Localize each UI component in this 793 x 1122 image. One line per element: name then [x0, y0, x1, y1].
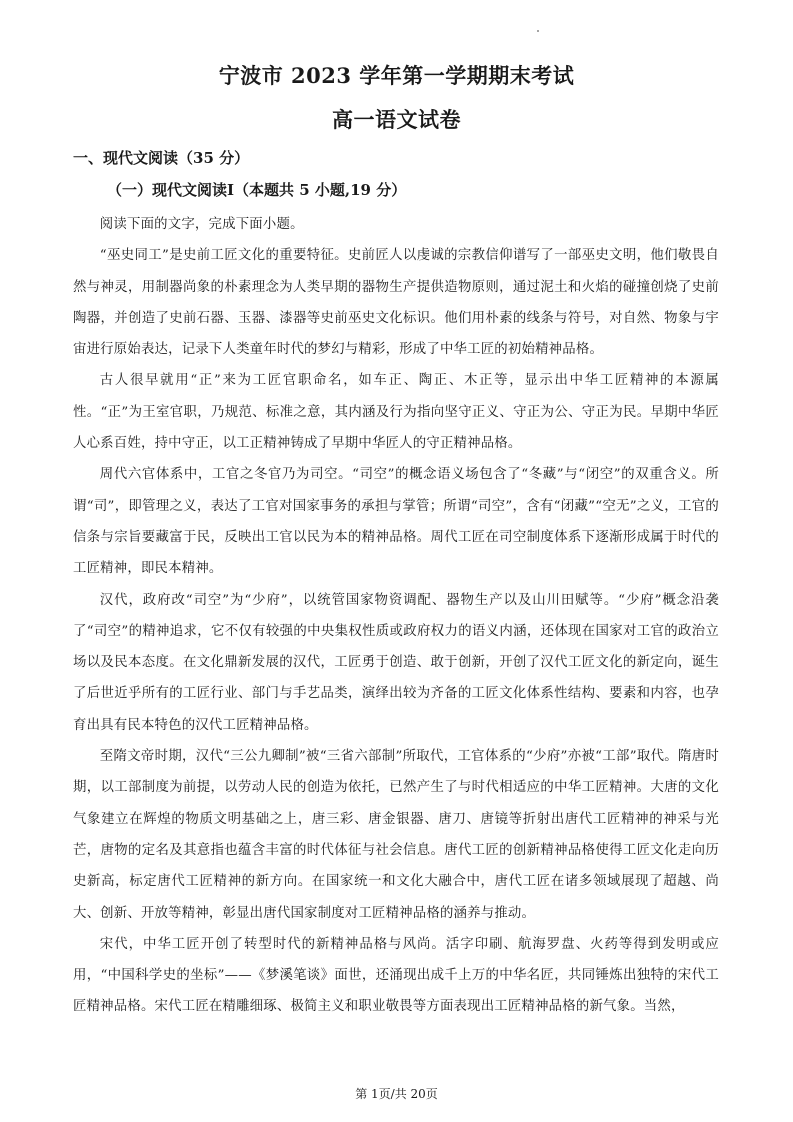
passage-paragraph: 周代六官体系中，工官之冬官乃为司空。“司空”的概念语义场包含了“冬藏”与“闭空”的双重含义。所谓“司”，即管理之义，表达了工官对国家事务的承担与掌管；所谓“司空”，含有“闭藏”“空无”之义，工官的信条与宗旨要藏富于民，反映出工官以民为本的精神品格。周代工匠在司空制度体系下逐渐形成属于时代的工匠精神，即民本精神。: [73, 467, 719, 577]
passage-paragraph: 至隋文帝时期，汉代“三公九卿制”被“三省六部制”所取代，工官体系的“少府”亦被“工部”取代。隋唐时期，以工部制度为前提，以劳动人民的创造为依托，已然产生了与时代相适应的中华工匠精神。大唐的文化气象建立在辉煌的物质文明基础之上，唐三彩、唐金银器、唐刀、唐镜等折射出唐代工匠精神的神采与光芒，唐物的定名及其意指也蕴含丰富的时代体征与社会信息。唐代工匠的创新精神品格使得工匠文化走向历史新高，标定唐代工匠精神的新方向。在国家统一和文化大融合中，唐代工匠在诸多领域展现了超越、尚大、创新、开放等精神，彰显出唐代国家制度对工匠精神品格的涵养与推动。: [73, 749, 719, 921]
passage-paragraph: 宋代，中华工匠开创了转型时代的新精神品格与风尚。活字印刷、航海罗盘、火药等得到发明或应用，“中国科学史的坐标”——《梦溪笔谈》面世，还涌现出成千上万的中华名匠，共同锤炼出独特的宋代工匠精神品格。宋代工匠在精雕细琢、极简主义和职业敬畏等方面表现出工匠精神品格的新气象。当然，: [73, 936, 719, 1015]
page-number-footer: 第 1页/共 20页: [355, 1087, 438, 1101]
exam-title: 宁波市 2023 学年第一学期期末考试: [218, 63, 575, 88]
subsection-heading: （一）现代文阅读Ⅰ（本题共 5 小题,19 分）: [107, 181, 407, 199]
reading-passage: [73, 209, 719, 1023]
passage-paragraph: “巫史同工”是史前工匠文化的重要特征。史前匠人以虔诚的宗教信仰谱写了一部巫史文明，他们敬畏自然与神灵，用制器尚象的朴素理念为人类早期的器物生产提供造物原则，通过泥土和火焰的碰撞创烧了史前陶器，并创造了史前石器、玉器、漆器等史前巫史文化标识。他们用朴素的线条与符号，对自然、物象与宇宙进行原始表达，记录下人类童年时代的梦幻与精彩，形成了中华工匠的初始精神品格。: [73, 248, 719, 358]
passage-paragraph: 汉代，政府改“司空”为“少府”，以统管国家物资调配、器物生产以及山川田赋等。“少府”概念沿袭了“司空”的精神追求，它不仅有较强的中央集权性质或政府权力的语义内涵，还体现在国家对工官的政治立场以及民本态度。在文化鼎新发展的汉代，工匠勇于创造、敢于创新，开创了汉代工匠文化的新定向，诞生了后世近乎所有的工匠行业、部门与手艺品类，演绎出较为齐备的工匠文化体系性结构、要素和内容，也孕育出具有民本特色的汉代工匠精神品格。: [73, 592, 719, 733]
scan-dot: [537, 30, 539, 32]
section-heading: 一、现代文阅读（35 分）: [73, 149, 250, 167]
instruction-paragraph: 阅读下面的文字，完成下面小题。: [99, 217, 304, 232]
passage-paragraph: 古人很早就用“正”来为工匠官职命名，如车正、陶正、木正等，显示出中华工匠精神的本源属性。“正”为王室官职，乃规范、标准之意，其内涵及行为指向坚守正义、守正为公、守正为民。早期中华匠人心系百姓，持中守正，以工正精神铸成了早期中华匠人的守正精神品格。: [73, 373, 719, 452]
exam-subtitle: 高一语文试卷: [332, 107, 461, 132]
